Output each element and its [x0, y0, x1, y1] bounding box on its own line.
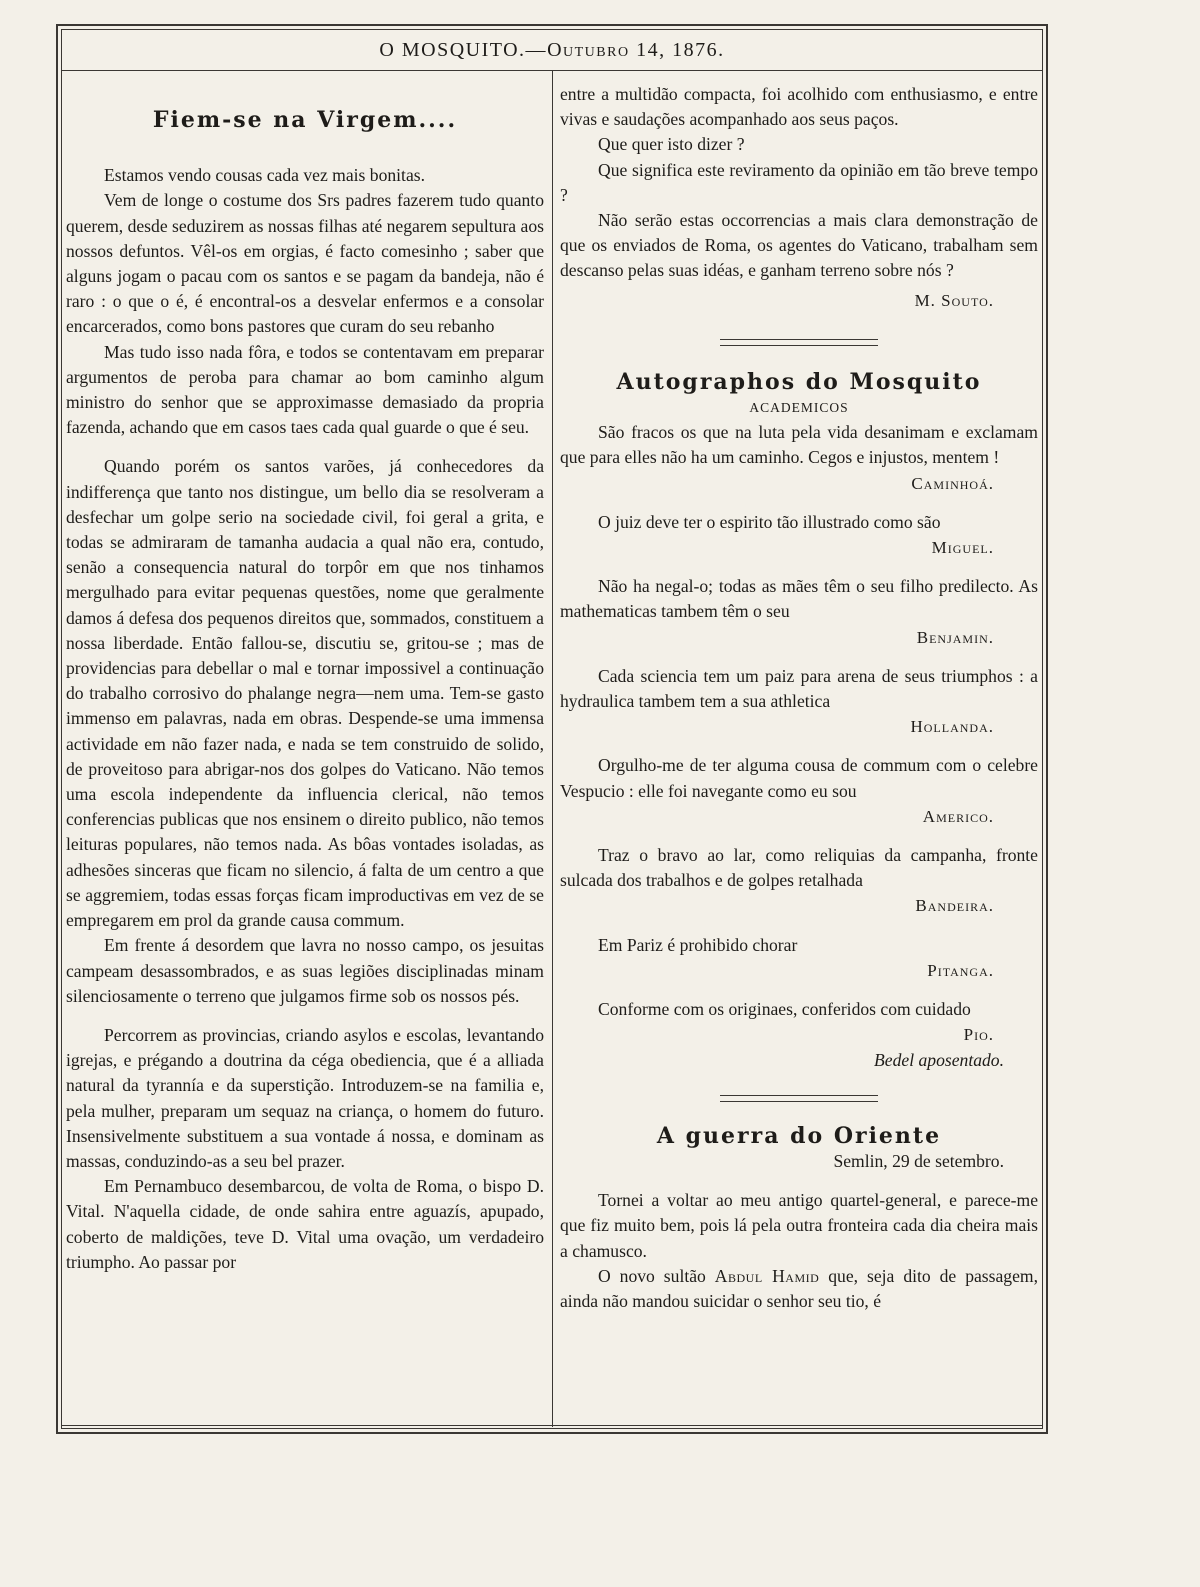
signature: M. Souto. — [914, 290, 994, 310]
signer-note: Bedel aposentado. — [874, 1049, 1004, 1070]
autograph-signer: Pio. — [963, 1025, 994, 1045]
section-divider — [720, 339, 878, 346]
right-column — [560, 82, 1038, 1314]
masthead — [62, 31, 1042, 69]
autograph-signer: Hollanda. — [910, 717, 994, 737]
autograph-signer: Miguel. — [931, 538, 994, 558]
paragraph: Que quer isto dizer ? — [598, 134, 745, 155]
autograph-text: Orgulho-me de ter alguma cousa de commum com o celebre Vespucio : elle foi navegante como eu sou — [560, 755, 1038, 801]
autograph-signer: Bandeira. — [915, 896, 994, 916]
autograph-text: Conforme com os originaes, conferidos com cuidado — [598, 999, 971, 1020]
autograph-signer: Benjamin. — [916, 627, 994, 647]
person-name: Abdul Hamid — [714, 1265, 820, 1286]
paragraph: Percorrem as provincias, criando asylos e escolas, levantando igrejas, e prégando a doutrina da céga obediencia, que é a alliada natural da tyrannía e da superstição. Introduzem-se na familia e, pela mulher, preparam um sequaz na criança, o homem do futuro. Insensivelmente substituem a sua vontade á nossa, e dominam as massas, conduzindo-as a seu bel prazer. — [66, 1024, 544, 1171]
paragraph-text: O novo sultão — [598, 1265, 715, 1286]
masthead-month: Outubro — [547, 39, 630, 61]
masthead-date: 14, 1876. — [629, 39, 725, 61]
paragraph: Tornei a voltar ao meu antigo quartel-general, e parece-me que fiz muito bem, pois lá pela outra fronteira cada dia cheira mais a chamusco. — [560, 1190, 1038, 1261]
autograph-text: São fracos os que na luta pela vida desanimam e exclamam que para elles não ha um caminho. Cegos e injustos, mentem ! — [560, 422, 1038, 468]
paragraph: Mas tudo isso nada fôra, e todos se contentavam em preparar argumentos de peroba para chamar ao bom caminho algum ministro do senhor que se approximasse demasiado da propria fazenda, achando que em casos taes cada qual guarde o que é seu. — [66, 341, 544, 438]
paragraph-text: que, seja dito de passagem, ainda não mandou suicidar o senhor seu tio, é — [560, 1265, 1038, 1311]
paragraph: Vem de longe o costume dos Srs padres fazerem tudo quanto querem, desde seduzirem as nossas filhas até negarem sepultura aos nossos defuntos. Vêl-os em orgias, é facto comesinho ; saber que alguns jogam o pacau com os santos e se pagam da bandeja, não é raro : o que o é, é encontral-os a desvelar enfermos e a consolar encarcerados, como bons pastores que curam do seu rebanho — [66, 190, 544, 337]
autograph-text: Traz o bravo ao lar, como reliquias da campanha, fronte sulcada dos trabalhos e de golpes retalhada — [560, 845, 1038, 891]
autograph-text: O juiz deve ter o espirito tão illustrado como são — [598, 511, 941, 532]
column-divider — [552, 71, 553, 1427]
paragraph: entre a multidão compacta, foi acolhido com enthusiasmo, e entre vivas e saudações acompanhado aos seus paços. — [560, 84, 1038, 130]
footer-rule — [62, 1425, 1042, 1426]
paragraph: Que significa este reviramento da opinião em tão breve tempo ? — [560, 159, 1038, 205]
paragraph: Estamos vendo cousas cada vez mais bonitas. — [104, 165, 426, 186]
section-divider — [720, 1095, 878, 1102]
autograph-text: Cada sciencia tem um paiz para arena de seus triumphos : a hydraulica tambem tem a sua athletica — [560, 665, 1038, 712]
autograph-signer: Pitanga. — [927, 960, 994, 980]
article-heading-autographos: Autographos do Mosquito — [616, 368, 982, 395]
paragraph: Não serão estas occorrencias a mais clara demonstração de que os enviados de Roma, os agentes do Vaticano, trabalham sem descanso pelas suas idéas, e ganham terreno sobre nós ? — [560, 210, 1038, 281]
paragraph: Em Pernambuco desembarcou, de volta de Roma, o bispo D. Vital. N'aquella cidade, de onde sahira entre aguazís, apupado, coberto de maldições, teve D. Vital uma ovação, um verdadeiro triumpho. Ao passar por — [66, 1176, 544, 1272]
paragraph: Quando porém os santos varões, já conhecedores da indifferença que tanto nos distingue, um bello dia se resolveram a desfechar um golpe serio na sociedade civil, foi geral a grita, e todas se admiraram de tamanha audacia a qual não era, contudo, senão a consequencia natural do torpôr em que nos tinhamos mergulhado para evitar pequenas questões, nome que geralmente damos á defesa dos pequenos direitos que, sommados, constituem a nossa liberdade. Então fallou-se, discutiu se, gritou-se ; mas de providencias para debellar o mal e tornar impossivel a continuação do trabalho corrosivo do phalange negra—nem uma. Tem-se gasto immenso em palavras, nada em obras. Despende-se uma immensa actividade em não fazer nada, e nada se tem construido de solido, de proveitoso para abrigar-nos dos golpes do Vaticano. Não temos uma escola independente da influencia clerical, não temos conferencias publicas que nos ensinem o direito publico, não temos leituras populares, não temos nada. As bôas vontades isoladas, as adhesões sinceras que ficam no silencio, á falta de um centro a que se aggremiem, todas essas forças ficam improductivas em vez de se empregarem em prol da grande causa commum. — [66, 456, 544, 931]
autograph-text: Não ha negal-o; todas as mães têm o seu filho predilecto. As mathematicas tambem têm o seu — [560, 576, 1038, 622]
autograph-signer: Caminhoá. — [911, 473, 994, 493]
autograph-text: Em Pariz é prohibido chorar — [598, 934, 798, 955]
paragraph: Em frente á desordem que lavra no nosso campo, os jesuitas campeam desassombrados, e as suas legiões disciplinadas minam silenciosamente o terreno que julgamos firme sob os nossos pés. — [66, 935, 544, 1006]
article-subheading: ACADEMICOS — [749, 400, 849, 416]
article-heading-virgem: Fiem-se na Virgem.... — [152, 107, 458, 133]
article-heading-oriente: A guerra do Oriente — [656, 1122, 942, 1149]
paragraph — [560, 1264, 1038, 1314]
autograph-signer: Americo. — [922, 806, 994, 826]
left-column — [66, 82, 544, 1275]
masthead-title: O MOSQUITO.— — [379, 39, 548, 61]
dateline: Semlin, 29 de setembro. — [833, 1150, 1004, 1171]
